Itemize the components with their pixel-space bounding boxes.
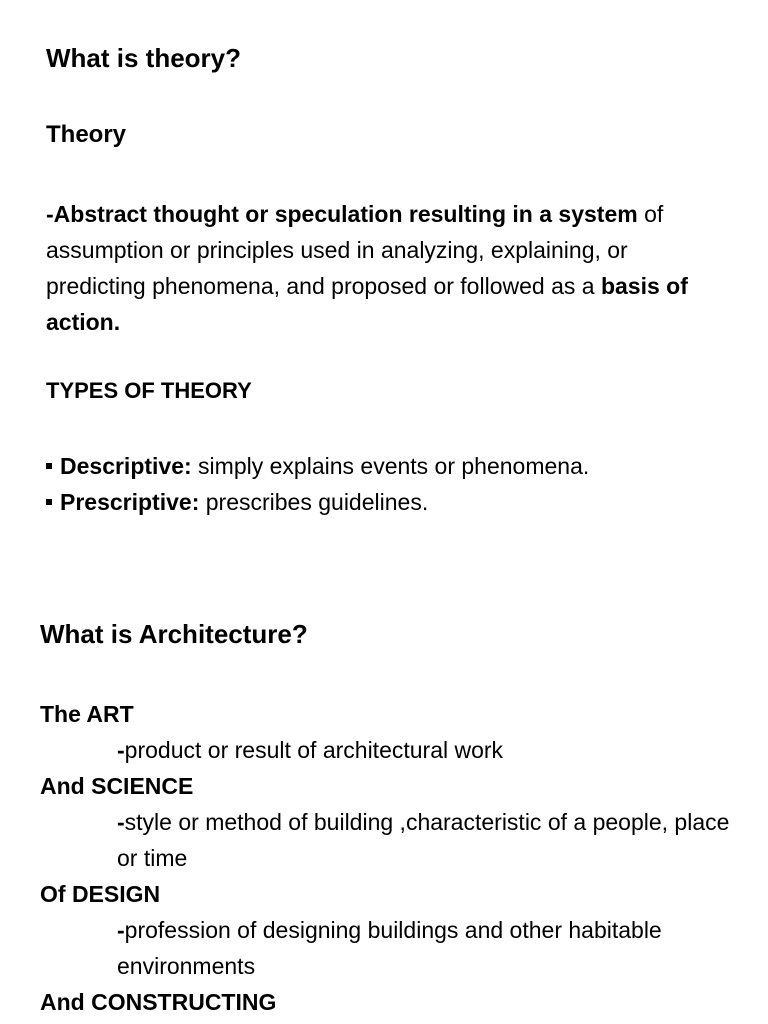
definition-and-science [40,804,740,876]
definition-text: profession of designing buildings and other habitable environments [117,917,662,979]
types-list [46,448,589,520]
definition-text: style or method of building ,characteristic of a people, place or time [117,809,730,871]
slide-title: What is theory? [46,43,242,73]
types-of-theory-heading: TYPES OF THEORY [46,378,252,403]
term-and-constructing: And CONSTRUCTING [40,989,277,1015]
list-item [46,484,589,520]
theory-definition [46,196,726,340]
term-and-science: And SCIENCE [40,773,194,799]
section-heading-theory: Theory [46,121,127,148]
architecture-definition-list [40,696,740,1020]
bullet-text: simply explains events or phenomena. [191,453,590,479]
slide-what-is-architecture [0,560,768,1024]
bullet-term: Prescriptive: [60,489,200,515]
definition-bold-tail: basis of action. [46,273,688,335]
definition-bold-lead: -Abstract thought or speculation resulting in a system [46,201,638,227]
definition-of-design [40,912,740,984]
definition-body: of assumption or principles used in analyzing, explaining, or predicting phenomena, and proposed or followed as a [46,201,664,299]
term-the-art: The ART [40,701,134,727]
definition-dash: - [117,809,125,835]
square-bullet-icon [46,499,52,505]
definition-dash: - [117,737,125,763]
square-bullet-icon [46,463,52,469]
bullet-term: Descriptive: [60,453,192,479]
definition-text: product or result of architectural work [124,737,504,763]
slide-title: What is Architecture? [40,619,308,649]
definition-dash: - [117,917,125,943]
bullet-text: prescribes guidelines. [199,489,429,515]
term-of-design: Of DESIGN [40,881,161,907]
definition-the-art [40,732,740,768]
list-item [46,448,589,484]
